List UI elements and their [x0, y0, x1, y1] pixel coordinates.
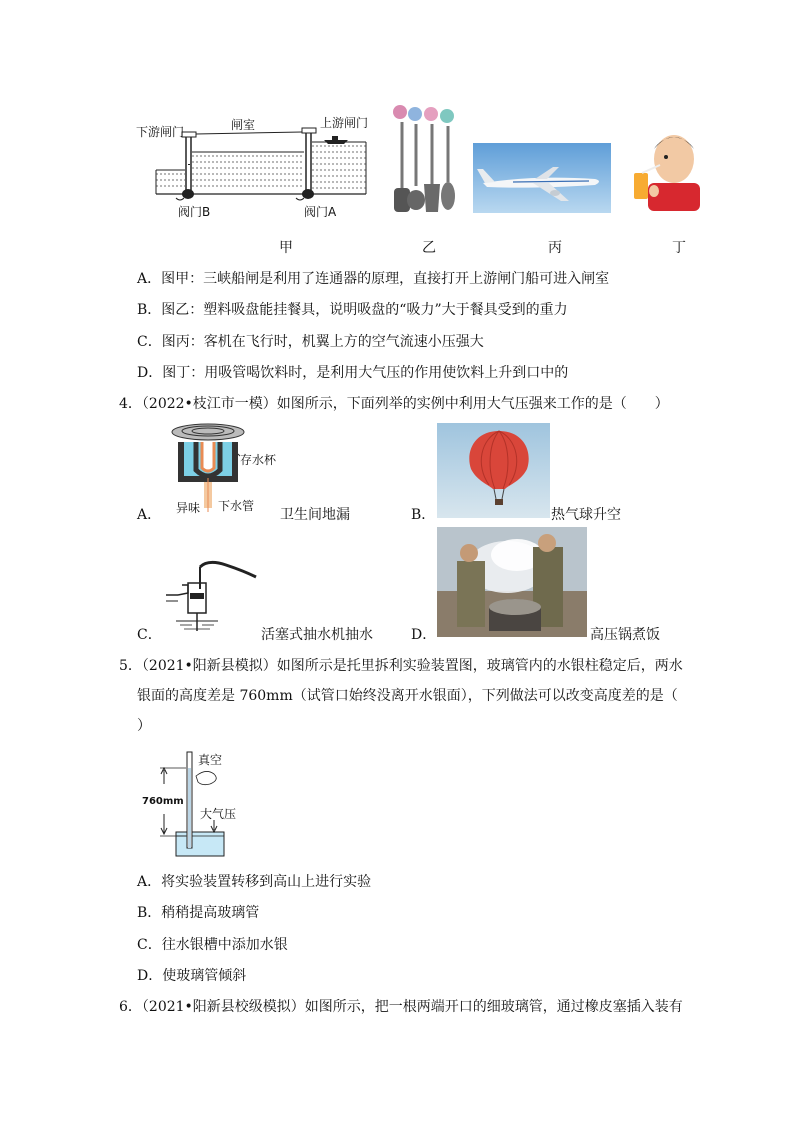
- q5-option-d: D．使玻璃管倾斜: [137, 968, 247, 984]
- atm-label: 大气压: [200, 807, 237, 821]
- caption-ding: 丁: [672, 240, 686, 256]
- valve-a-label: 阀门A: [304, 205, 337, 219]
- pipe-label: 下水管: [218, 499, 255, 513]
- pressure-cooker-image: [437, 527, 587, 637]
- q4-option-c-caption: 活塞式抽水机抽水: [261, 627, 373, 643]
- q4-option-c-letter: C．: [137, 627, 162, 643]
- q6-stem: 6．（2021•阳新县校级模拟）如图所示，把一根两端开口的细玻璃管，通过橡皮塞插入装有: [119, 999, 683, 1015]
- q5-option-a: A．将实验装置转移到高山上进行实验: [137, 874, 372, 890]
- caption-jia: 甲: [279, 240, 293, 256]
- q4-option-a-caption: 卫生间地漏: [280, 507, 350, 523]
- piston-pump-figure: [156, 555, 262, 635]
- torricelli-figure: [140, 748, 250, 860]
- q4-option-b-letter: B．: [411, 507, 436, 523]
- q5-stem-line2: 银面的高度差是 760mm（试管口始终没离开水银面），下列做法可以改变高度差的是（: [137, 688, 678, 704]
- q3-option-c: C．图丙：客机在飞行时，机翼上方的空气流速小压强大: [137, 334, 484, 350]
- airplane-image: [473, 143, 611, 213]
- q4-option-b-caption: 热气球升空: [551, 507, 621, 523]
- q5-option-c: C．往水银槽中添加水银: [137, 937, 288, 953]
- q3-option-d: D．图丁：用吸管喝饮料时，是利用大气压的作用使饮料上升到口中的: [137, 365, 569, 381]
- valve-b-label: 阀门B: [178, 205, 211, 219]
- downstream-gate-label: 下游闸门: [136, 125, 185, 139]
- q3-option-a: A．图甲：三峡船闸是利用了连通器的原理，直接打开上游闸门船可进入闸室: [137, 271, 610, 287]
- boy-drinking-image: [628, 125, 706, 211]
- q5-stem-line1: 5．（2021•阳新县模拟）如图所示是托里拆利实验装置图，玻璃管内的水银柱稳定后，两水: [119, 658, 683, 674]
- q3-option-b: B．图乙：塑料吸盘能挂餐具，说明吸盘的“吸力”大于餐具受到的重力: [137, 302, 568, 318]
- q4-option-d-letter: D．: [411, 627, 437, 643]
- q5-option-b: B．稍稍提高玻璃管: [137, 905, 260, 921]
- q4-stem: 4．（2022•枝江市一模）如图所示，下面列举的实例中利用大气压强来工作的是（ ）: [119, 396, 669, 412]
- q4-option-d-caption: 高压锅煮饭: [590, 627, 660, 643]
- ship-lock-figure: [136, 112, 396, 224]
- cup-label: 存水杯: [240, 453, 277, 467]
- upstream-gate-label: 上游闸门: [320, 116, 369, 130]
- q4-option-a-letter: A．: [137, 507, 162, 523]
- hot-air-balloon-image: [437, 423, 550, 518]
- floor-drain-figure: [166, 420, 286, 518]
- caption-bing: 丙: [548, 240, 562, 256]
- smell-label: 异味: [176, 501, 201, 515]
- height-label: 760mm: [142, 796, 184, 807]
- caption-yi: 乙: [422, 240, 436, 256]
- chamber-label: 闸室: [231, 118, 256, 132]
- utensils-image: [388, 100, 464, 218]
- vacuum-label: 真空: [198, 753, 223, 767]
- q5-stem-line3: ）: [137, 718, 151, 734]
